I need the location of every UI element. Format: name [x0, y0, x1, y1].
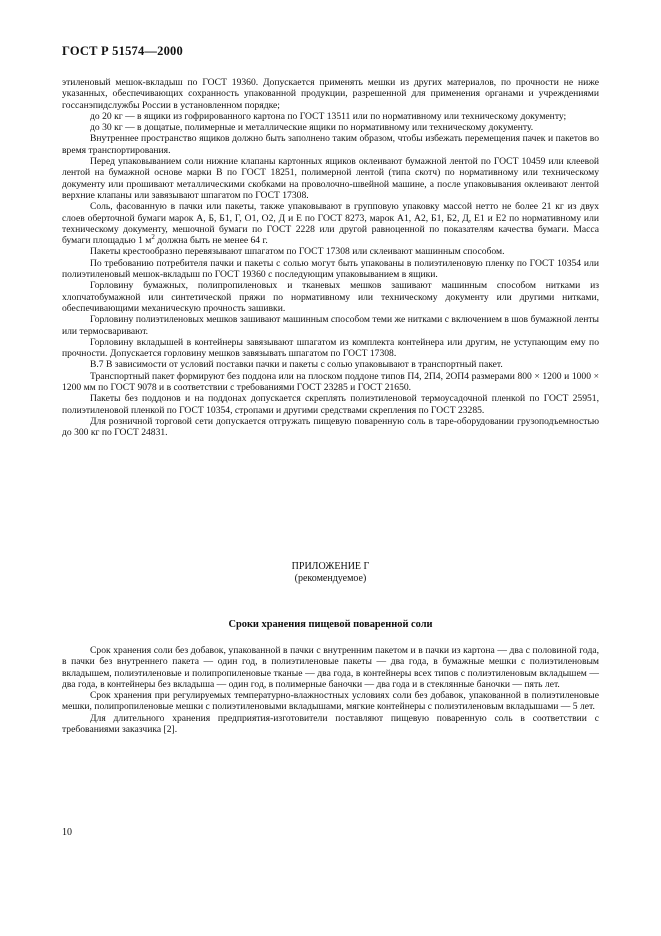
appendix-text — [62, 645, 599, 735]
paragraph: Горловину вкладышей в контейнеры завязывают шпагатом из комплекта контейнера или другим, не уступающим ему по прочности. Допускается горловину мешков завязывать шпагатом по ГОСТ 17308. — [62, 336, 599, 360]
superscript: 2 — [151, 232, 155, 241]
paragraph-text: Соль, фасованную в пачки или пакеты, также упаковывают в групповую упаковку массой нетто не более 21 кг из двух слоев оберточной бумаги марок А, Б, Б1, Г, О1, О2, Д и Е по ГОСТ 8273, марок А1, А2, Б1, Б2, Д, Е1 и Е2 по нормативному или техническому документу, мешочной бумаги по ГОСТ 2228 или другой равноценной по показателям качества бумаги. Масса бумаги площадью 1 м — [62, 201, 599, 247]
paragraph: Срок хранения соли без добавок, упакованной в пачки с внутренним пакетом и в пачки из картона — два с половиной года, в пачки без внутреннего пакета — один год, в полиэтиленовые пакеты — два года, в бумажные мешки с полиэтиленовым вкладышем, полиэтиленовые и полипропиленовые тканые — два года, в контейнеры всех типов с полиэтиленовым вкладышем — два года, в контейнеры без вкладыша — один год, в полимерные баночки — два года и в стеклянные баночки — пять лет. — [62, 645, 599, 690]
paragraph: Перед упаковыванием соли нижние клапаны картонных ящиков оклеивают бумажной лентой по ГОСТ 10459 или клеевой лентой на бумажной основе марки В по ГОСТ 18251, полимерной лентой (типа скотч) по нормативному или техническому документу или прошивают металлическими скобками на проволочно-швейной машине, а после упаковывания оклеивают лентой верхние клапаны или завязывают шпагатом по ГОСТ 17308. — [62, 156, 599, 201]
paragraph: Горловину бумажных, полипропиленовых и тканевых мешков зашивают машинным способом нитками из хлопчатобумажной или синтетической пряжи по нормативному или техническому документу или другими нитками, обеспечивающими механическую прочность зашивки. — [62, 280, 599, 314]
paragraph-mass — [62, 201, 599, 246]
appendix-title: ПРИЛОЖЕНИЕ Г — [291, 561, 370, 572]
paragraph: Пакеты без поддонов и на поддонах допускается скреплять полиэтиленовой термоусадочной пленкой по ГОСТ 25951, полиэтиленовой пленкой по ГОСТ 10354, стропами и другими средствами скрепления по ГОСТ 23285. — [62, 393, 599, 416]
section-title: Сроки хранения пищевой поваренной соли — [228, 619, 433, 630]
paragraph: Для розничной торговой сети допускается отгружать пищевую поваренную соль в таре-оборудовании грузоподъемностью до 300 кг по ГОСТ 24831. — [62, 415, 599, 439]
paragraph: Для длительного хранения предприятия-изготовители поставляют пищевую поваренную соль в соответствии с требованиями заказчика [2]. — [62, 712, 599, 736]
paragraph: Горловину полиэтиленовых мешков зашивают машинным способом теми же нитками с включением в шов бумажной ленты или термосваривают. — [62, 314, 599, 337]
paragraph: до 30 кг — в дощатые, полимерные и металлические ящики по нормативному или техническому документу. — [90, 122, 534, 134]
appendix-heading — [62, 561, 599, 585]
main-text — [62, 77, 599, 439]
page-number: 10 — [62, 827, 72, 838]
appendix-subtitle: (рекомендуемое) — [294, 573, 367, 584]
paragraph: Транспортный пакет формируют без поддона или на плоском поддоне типов П4, 2П4, 2ОП4 размерами 800 × 1200 и 1000 × 1200 мм по ГОСТ 9078 и в соответствии с требованиями ГОСТ 23285 и ГОСТ 21650. — [62, 370, 599, 394]
paragraph: Внутреннее пространство ящиков должно быть заполнено таким образом, чтобы избежать перемещения пачек и пакетов во время транспортирования. — [62, 133, 599, 156]
paragraph-tail: должна быть не менее 64 г. — [154, 235, 268, 247]
paragraph: По требованию потребителя пачки и пакеты с солью могут быть упакованы в полиэтиленовую пленку по ГОСТ 10354 или полиэтиленовый мешок-вкладыш по ГОСТ 19360 с последующим упаковыванием в ящики. — [62, 257, 599, 281]
paragraph: В.7 В зависимости от условий поставки пачки и пакеты с солью упаковывают в транспортный пакет. — [90, 359, 503, 371]
paragraph: до 20 кг — в ящики из гофрированного картона по ГОСТ 13511 или по нормативному или техническому документу; — [90, 110, 567, 122]
paragraph: этиленовый мешок-вкладыш по ГОСТ 19360. Допускается применять мешки из других материалов, по прочности не ниже указанных, обеспечивающих сохранность упакованной продукции, разрешенной для применения органами и учреждениями госсанэпидслужбы России в установленном порядке; — [62, 77, 599, 111]
paragraph: Срок хранения при регулируемых температурно-влажностных условиях соли без добавок, упакованной в полиэтиленовые мешки, полипропиленовые мешки с полиэтиленовыми вкладышами, мягкие контейнеры с полиэтиленовым вкладышами — 5 лет. — [62, 690, 599, 713]
paragraph: Пакеты крестообразно перевязывают шпагатом по ГОСТ 17308 или склеивают машинным способом. — [90, 246, 505, 258]
document-header: ГОСТ Р 51574—2000 — [62, 44, 183, 58]
